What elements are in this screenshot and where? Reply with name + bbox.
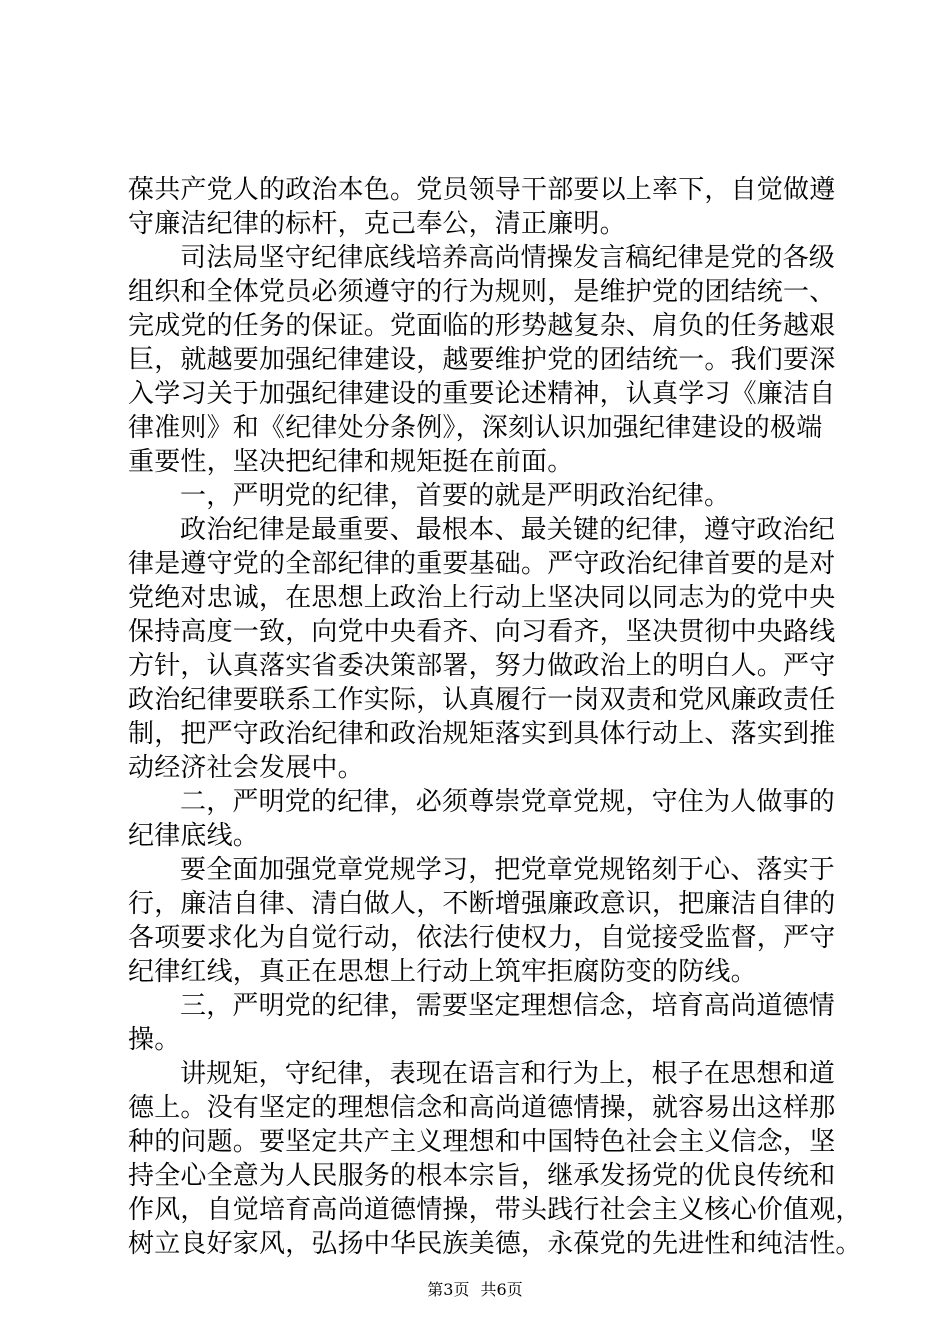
document-body bbox=[128, 173, 868, 1261]
text-line: 入学习关于加强纪律建设的重要论述精神，认真学习《廉洁自 bbox=[128, 379, 836, 409]
text-line: 一，严明党的纪律，首要的就是严明政治纪律。 bbox=[180, 481, 731, 511]
paragraph-ideals-morals bbox=[128, 1057, 868, 1261]
text-line: 组织和全体党员必须遵守的行为规则，是维护党的团结统一、 bbox=[128, 277, 836, 307]
text-line: 行，廉洁自律、清白做人，不断增强廉政意识，把廉洁自律的 bbox=[128, 889, 836, 919]
text-line: 纪律红线，真正在思想上行动上筑牢拒腐防变的防线。 bbox=[128, 957, 757, 987]
paragraph-discipline-overview bbox=[128, 241, 868, 479]
page-number-footer: 第3页 共6页 bbox=[427, 1280, 523, 1299]
text-line: 巨，就越要加强纪律建设，越要维护党的团结统一。我们要深 bbox=[128, 345, 836, 375]
text-line: 政治纪律要联系工作实际，认真履行一岗双责和党风廉政责任 bbox=[128, 685, 836, 715]
paragraph-continuation bbox=[128, 173, 868, 241]
text-line: 政治纪律是最重要、最根本、最关键的纪律，遵守政治纪 bbox=[180, 515, 836, 545]
text-line: 动经济社会发展中。 bbox=[128, 753, 364, 783]
text-line: 要全面加强党章党规学习，把党章党规铭刻于心、落实于 bbox=[180, 855, 836, 885]
paragraph-political-discipline bbox=[128, 513, 868, 785]
text-line: 持全心全意为人民服务的根本宗旨，继承发扬党的优良传统和 bbox=[128, 1161, 836, 1191]
paragraph-party-rules bbox=[128, 853, 868, 989]
text-line: 律准则》和《纪律处分条例》，深刻认识加强纪律建设的极端 bbox=[128, 413, 823, 443]
text-line: 讲规矩，守纪律，表现在语言和行为上，根子在思想和道 bbox=[180, 1059, 836, 1089]
text-line: 党绝对忠诚，在思想上政治上行动上坚决同以同志为的党中央 bbox=[128, 583, 836, 613]
text-line: 制，把严守政治纪律和政治规矩落实到具体行动上、落实到推 bbox=[128, 719, 836, 749]
text-line: 种的问题。要坚定共产主义理想和中国特色社会主义信念，坚 bbox=[128, 1127, 836, 1157]
text-line: 二，严明党的纪律，必须尊崇党章党规，守住为人做事的 bbox=[180, 787, 836, 817]
text-line: 树立良好家风，弘扬中华民族美德，永葆党的先进性和纯洁性。 bbox=[128, 1229, 862, 1259]
text-line: 律是遵守党的全部纪律的重要基础。严守政治纪律首要的是对 bbox=[128, 549, 836, 579]
section-heading-three bbox=[128, 989, 868, 1057]
text-line: 守廉洁纪律的标杆，克己奉公，清正廉明。 bbox=[128, 209, 626, 239]
text-line: 重要性，坚决把纪律和规矩挺在前面。 bbox=[128, 447, 574, 477]
text-line: 保持高度一致，向党中央看齐、向习看齐，坚决贯彻中央路线 bbox=[128, 617, 836, 647]
text-line: 完成党的任务的保证。党面临的形势越复杂、肩负的任务越艰 bbox=[128, 311, 836, 341]
text-line: 纪律底线。 bbox=[128, 821, 260, 851]
text-line: 德上。没有坚定的理想信念和高尚道德情操，就容易出这样那 bbox=[128, 1093, 836, 1123]
text-line: 操。 bbox=[128, 1025, 181, 1055]
text-line: 葆共产党人的政治本色。党员领导干部要以上率下，自觉做遵 bbox=[128, 175, 836, 205]
section-heading-one bbox=[128, 479, 868, 513]
text-line: 三，严明党的纪律，需要坚定理想信念，培育高尚道德情 bbox=[180, 991, 836, 1021]
text-line: 作风，自觉培育高尚道德情操，带头践行社会主义核心价值观， bbox=[128, 1195, 862, 1225]
text-line: 各项要求化为自觉行动，依法行使权力，自觉接受监督，严守 bbox=[128, 923, 836, 953]
section-heading-two bbox=[128, 785, 868, 853]
text-line: 司法局坚守纪律底线培养高尚情操发言稿纪律是党的各级 bbox=[180, 243, 836, 273]
text-line: 方针，认真落实省委决策部署，努力做政治上的明白人。严守 bbox=[128, 651, 836, 681]
